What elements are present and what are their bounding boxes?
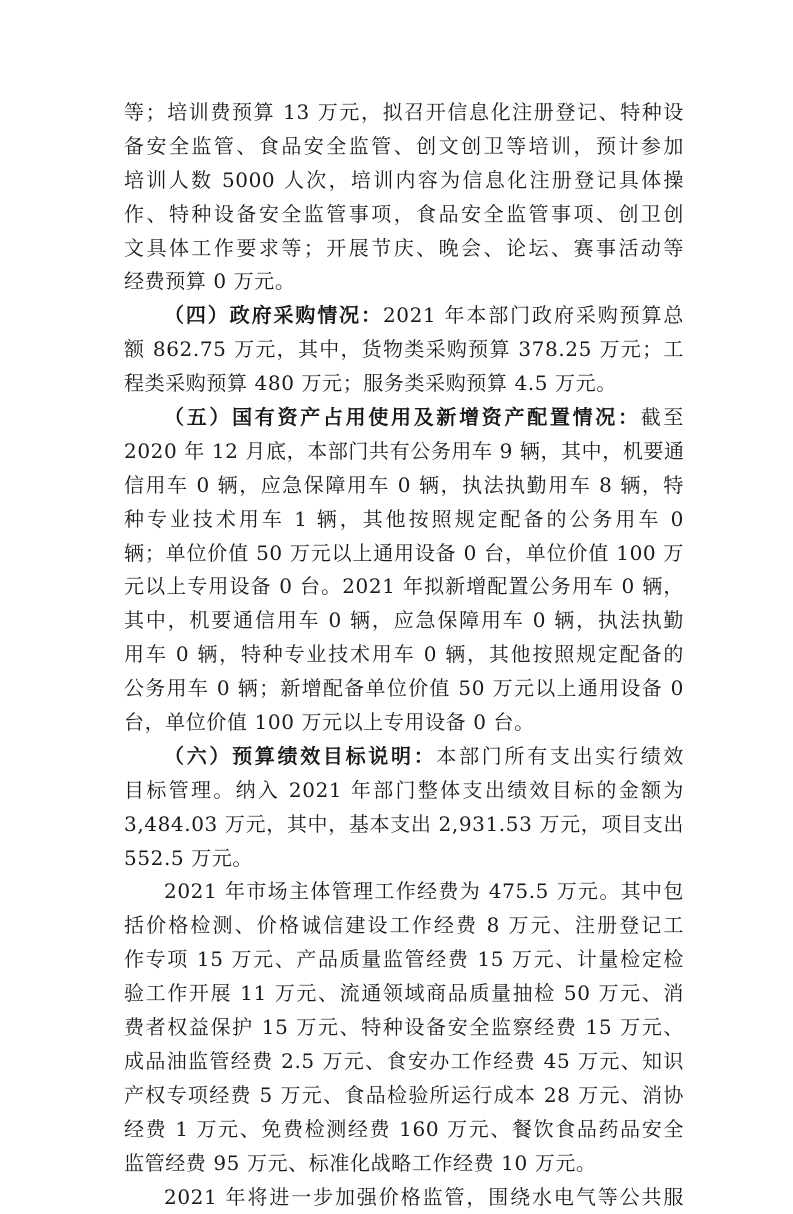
line-text: 3,484.03 万元，其中，基本支出 2,931.53 万元，项目支出 <box>124 812 684 836</box>
line-text: 经费 1 万元、免费检测经费 160 万元、餐饮食品药品安全 <box>124 1117 684 1141</box>
section-heading: （六）预算绩效目标说明： <box>164 744 436 768</box>
line-text: 552.5 万元。 <box>124 846 253 870</box>
text-line <box>124 164 684 198</box>
line-text: 信用车 0 辆，应急保障用车 0 辆，执法执勤用车 8 辆，特 <box>124 473 684 497</box>
text-line <box>124 875 684 909</box>
line-text: 截至 <box>641 405 684 429</box>
line-text: 2021 年市场主体管理工作经费为 475.5 万元。其中包 <box>164 879 684 903</box>
line-text: 验工作开展 11 万元、流通领域商品质量抽检 50 万元、消 <box>124 981 684 1005</box>
text-line <box>124 469 684 503</box>
line-text: 备安全监管、食品安全监管、创文创卫等培训，预计参加 <box>124 134 684 158</box>
line-text: 等；培训费预算 13 万元，拟召开信息化注册登记、特种设 <box>124 100 684 124</box>
text-line <box>124 401 684 435</box>
text-line <box>124 943 684 977</box>
line-text: 本部门所有支出实行绩效 <box>436 744 684 768</box>
line-text: 程类采购预算 480 万元；服务类采购预算 4.5 万元。 <box>124 371 617 395</box>
line-text: 括价格检测、价格诚信建设工作经费 8 万元、注册登记工 <box>124 913 684 937</box>
line-text: 用车 0 辆，特种专业技术用车 0 辆，其他按照规定配备的 <box>124 642 684 666</box>
text-line <box>124 672 684 706</box>
text-line <box>124 503 684 537</box>
body-text <box>124 96 684 1214</box>
text-line <box>124 808 684 842</box>
line-text: 成品油监管经费 2.5 万元、食安办工作经费 45 万元、知识 <box>124 1049 684 1073</box>
text-line <box>124 265 684 299</box>
line-text: 额 862.75 万元，其中，货物类采购预算 378.25 万元；工 <box>124 337 684 361</box>
text-line <box>124 435 684 469</box>
line-text: 监管经费 95 万元、标准化战略工作经费 10 万元。 <box>124 1151 597 1175</box>
text-line <box>124 537 684 571</box>
text-line <box>124 367 684 401</box>
line-text: 公务用车 0 辆；新增配备单位价值 50 万元以上通用设备 0 <box>124 676 684 700</box>
line-text: 费者权益保护 15 万元、特种设备安全监察经费 15 万元、 <box>124 1015 684 1039</box>
text-line <box>124 977 684 1011</box>
line-text: 文具体工作要求等；开展节庆、晚会、论坛、赛事活动等 <box>124 236 684 260</box>
text-line <box>124 909 684 943</box>
text-line <box>124 96 684 130</box>
text-line <box>124 1113 684 1147</box>
line-text: 种专业技术用车 1 辆，其他按照规定配备的公务用车 0 <box>124 507 684 531</box>
line-text: 经费预算 0 万元。 <box>124 269 295 293</box>
text-line <box>124 1079 684 1113</box>
text-line <box>124 706 684 740</box>
text-line <box>124 198 684 232</box>
section-heading: （五）国有资产占用使用及新增资产配置情况： <box>164 405 641 429</box>
line-text: 辆；单位价值 50 万元以上通用设备 0 台，单位价值 100 万 <box>124 541 684 565</box>
text-line <box>124 130 684 164</box>
text-line <box>124 570 684 604</box>
text-line <box>124 604 684 638</box>
line-text: 2020 年 12 月底，本部门共有公务用车 9 辆，其中，机要通 <box>124 439 685 463</box>
text-line <box>124 1147 684 1181</box>
line-text: 台，单位价值 100 万元以上专用设备 0 台。 <box>124 710 535 734</box>
text-line <box>124 1045 684 1079</box>
section-heading: （四）政府采购情况： <box>164 303 383 327</box>
text-line <box>124 1181 684 1214</box>
text-line <box>124 299 684 333</box>
text-line <box>124 740 684 774</box>
text-line <box>124 774 684 808</box>
text-line <box>124 638 684 672</box>
line-text: 作、特种设备安全监管事项，食品安全监管事项、创卫创 <box>124 202 684 226</box>
line-text: 作专项 15 万元、产品质量监管经费 15 万元、计量检定检 <box>124 947 684 971</box>
text-line <box>124 232 684 266</box>
line-text: 其中，机要通信用车 0 辆，应急保障用车 0 辆，执法执勤 <box>124 608 684 632</box>
text-line <box>124 333 684 367</box>
text-line <box>124 1011 684 1045</box>
line-text: 2021 年将进一步加强价格监管，围绕水电气等公共服 <box>164 1185 684 1209</box>
line-text: 元以上专用设备 0 台。2021 年拟新增配置公务用车 0 辆， <box>124 574 684 598</box>
line-text: 产权专项经费 5 万元、食品检验所运行成本 28 万元、消协 <box>124 1083 684 1107</box>
line-text: 2021 年本部门政府采购预算总 <box>383 303 684 327</box>
line-text: 培训人数 5000 人次，培训内容为信息化注册登记具体操 <box>124 168 684 192</box>
line-text: 目标管理。纳入 2021 年部门整体支出绩效目标的金额为 <box>124 778 684 802</box>
text-line <box>124 842 684 876</box>
